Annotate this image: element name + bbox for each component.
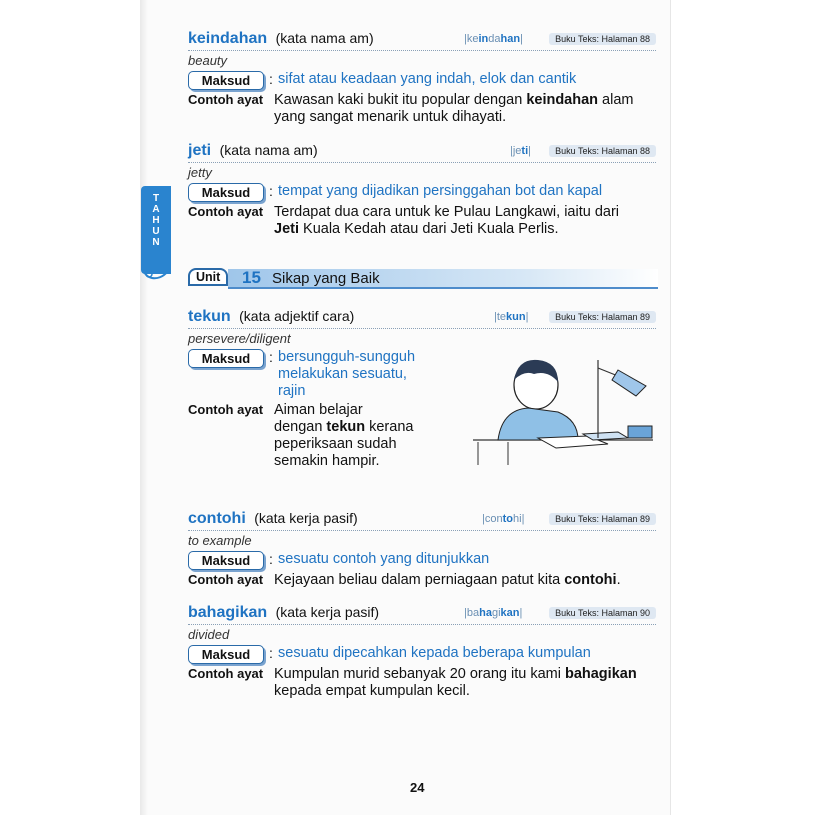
pron-stress: kun — [506, 311, 526, 323]
maksud-row — [188, 71, 656, 90]
tab-letter: A — [152, 204, 160, 215]
entry-word: jeti — [188, 142, 212, 159]
pronunciation: |keindahan| — [464, 33, 523, 45]
contoh-label: Contoh ayat — [188, 666, 264, 681]
example-sentence: Kejayaan beliau dalam perniagaan patut kita contohi. — [274, 572, 621, 588]
unit-tag: Unit — [188, 268, 228, 286]
contoh-row — [188, 666, 656, 700]
english-translation: to example — [188, 533, 252, 548]
pronunciation: |jeti| — [510, 145, 532, 157]
tab-swirl-decoration — [141, 262, 171, 284]
unit-number: 15 — [242, 268, 261, 287]
pronunciation: |tekun| — [494, 311, 529, 323]
maksud-label: Maksud — [188, 551, 264, 570]
pron-part: da — [488, 33, 501, 45]
meaning-text: sesuatu dipecahkan kepada beberapa kumpulan — [278, 645, 591, 661]
word-class: (kata nama am) — [219, 142, 318, 158]
meaning-text: sesuatu contoh yang ditunjukkan — [278, 551, 490, 567]
colon: : — [269, 645, 273, 661]
english-translation: persevere/diligent — [188, 331, 291, 346]
textbook-page-ref: Buku Teks: Halaman 89 — [549, 311, 656, 323]
entry-header — [188, 308, 656, 329]
entry-word: keindahan — [188, 30, 268, 47]
entry-header — [188, 604, 656, 625]
dictionary-entry-contohi — [188, 510, 656, 589]
dictionary-entry-bahagikan — [188, 604, 656, 700]
contoh-row — [188, 92, 656, 126]
meaning-line: bersungguh-sungguh — [278, 349, 416, 365]
word-class: (kata nama am) — [275, 30, 374, 46]
contoh-row — [188, 204, 656, 238]
unit-underline — [228, 287, 658, 289]
maksud-label: Maksud — [188, 71, 264, 90]
pronunciation: |bahagikan| — [464, 607, 523, 619]
example-sentence: Kawasan kaki bukit itu popular dengan keindahan alam yang sangat menarik untuk dihayati. — [274, 92, 634, 125]
word-class: (kata kerja pasif) — [254, 510, 358, 526]
contoh-label: Contoh ayat — [188, 402, 264, 417]
maksud-row — [188, 551, 656, 570]
page-number: 24 — [410, 780, 425, 795]
pron-stress: ti — [521, 145, 529, 157]
maksud-label: Maksud — [188, 645, 264, 664]
english-translation: beauty — [188, 53, 228, 68]
meaning-line: rajin — [278, 383, 306, 399]
pron-part: hi — [513, 513, 522, 525]
highlighted-word: keindahan — [526, 92, 599, 108]
pron-stress: ha — [479, 607, 492, 619]
textbook-page-ref: Buku Teks: Halaman 88 — [549, 33, 656, 45]
highlighted-word: tekun — [326, 419, 366, 435]
dictionary-entry-keindahan — [188, 30, 656, 126]
side-tab-letters — [145, 193, 167, 248]
maksud-label: Maksud — [188, 183, 264, 202]
colon: : — [269, 183, 273, 199]
entry-word: tekun — [188, 308, 231, 325]
entry-header — [188, 510, 656, 531]
pron-part: te — [496, 311, 507, 323]
dictionary-entry-jeti — [188, 142, 656, 238]
english-translation: jetty — [188, 165, 212, 180]
contoh-label: Contoh ayat — [188, 204, 264, 219]
colon: : — [269, 349, 273, 365]
pron-part: gi — [491, 607, 501, 619]
entry-header — [188, 30, 656, 51]
colon: : — [269, 551, 273, 567]
highlighted-word: bahagikan — [564, 666, 637, 682]
word-class: (kata adjektif cara) — [239, 308, 355, 324]
highlighted-word: contohi — [564, 572, 617, 588]
tab-letter: T — [152, 193, 160, 204]
page-gutter-shadow — [140, 0, 148, 815]
word-class: (kata kerja pasif) — [275, 604, 380, 620]
english-translation: divided — [188, 627, 230, 642]
pron-part: ba — [466, 607, 480, 619]
example-sentence: Terdapat dua cara untuk ke Pulau Langkawi, iaitu dari Jeti Kuala Kedah atau dari Jeti Kuala Perlis. — [274, 204, 619, 237]
maksud-label: Maksud — [188, 349, 264, 368]
pron-part: ke — [466, 33, 479, 45]
unit-heading — [188, 266, 658, 290]
pron-stress: to — [502, 513, 513, 525]
meaning-text: tempat yang dijadikan persinggahan bot dan kapal — [278, 183, 603, 199]
pron-part: con — [484, 513, 503, 525]
pronunciation: |contohi| — [482, 513, 525, 525]
pron-part: je — [512, 145, 522, 157]
example-sentence: Kumpulan murid sebanyak 20 orang itu kami bahagikan kepada empat kumpulan kecil. — [274, 666, 637, 699]
contoh-row — [188, 572, 656, 589]
pron-stress: han — [500, 33, 521, 45]
contoh-label: Contoh ayat — [188, 92, 264, 107]
entry-word: bahagikan — [188, 604, 268, 621]
tab-letter: H — [152, 215, 160, 226]
pron-stress: kan — [500, 607, 520, 619]
textbook-page-ref: Buku Teks: Halaman 88 — [549, 145, 656, 157]
maksud-row — [188, 183, 656, 202]
entry-word: contohi — [188, 510, 246, 527]
example-sentence: Aiman belajar dengan tekun kerana peperiksaan sudah semakin hampir. — [274, 402, 414, 469]
meaning-text — [278, 349, 415, 400]
pron-stress: in — [478, 33, 489, 45]
entry-header — [188, 142, 656, 163]
maksud-row — [188, 645, 656, 664]
textbook-page-ref: Buku Teks: Halaman 89 — [549, 513, 656, 525]
colon: : — [269, 71, 273, 87]
boy-studying-illustration — [468, 340, 658, 470]
tab-letter: N — [152, 237, 160, 248]
unit-title: Sikap yang Baik — [272, 270, 380, 287]
textbook-page-ref: Buku Teks: Halaman 90 — [549, 607, 656, 619]
contoh-label: Contoh ayat — [188, 572, 264, 587]
tab-letter: U — [152, 226, 160, 237]
meaning-line: melakukan sesuatu, — [278, 366, 407, 382]
highlighted-word: Jeti — [274, 221, 299, 237]
meaning-text: sifat atau keadaan yang indah, elok dan cantik — [278, 71, 577, 87]
